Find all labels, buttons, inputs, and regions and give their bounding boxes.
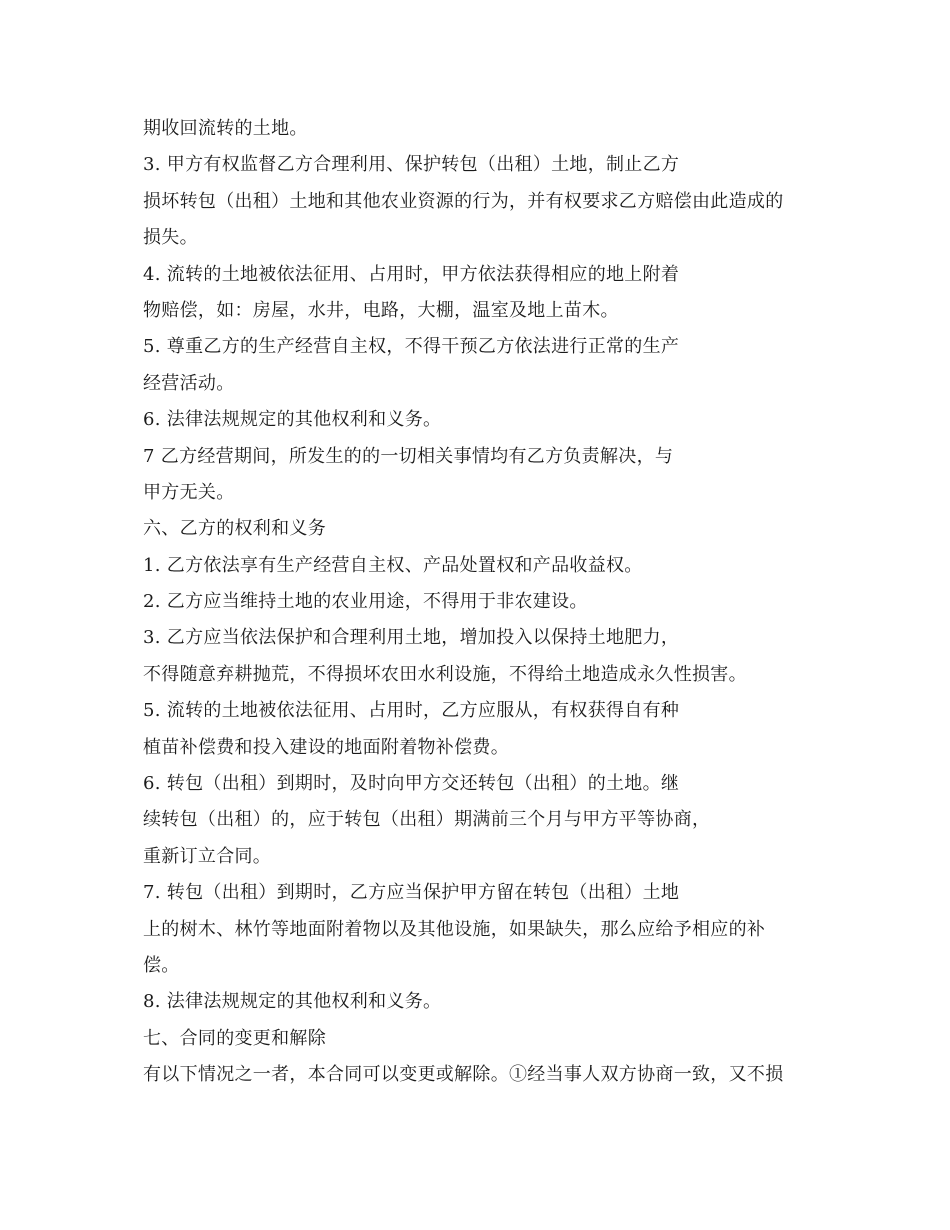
text-line: 经营活动。	[143, 372, 235, 394]
section-heading: 七、合同的变更和解除	[143, 1027, 326, 1049]
text-line: 有以下情况之一者，本合同可以变更或解除。①经当事人双方协商一致，又不损	[143, 1064, 784, 1086]
text-line: 偿。	[143, 954, 180, 976]
text-line: 5. 流转的土地被依法征用、占用时，乙方应服从，有权获得自有种	[143, 700, 680, 722]
text-line: 3. 甲方有权监督乙方合理利用、保护转包（出租）土地，制止乙方	[143, 154, 680, 176]
text-line: 8. 法律法规规定的其他权利和义务。	[143, 991, 442, 1013]
text-line: 4. 流转的土地被依法征用、占用时，甲方依法获得相应的地上附着	[143, 263, 680, 285]
text-line: 续转包（出租）的，应于转包（出租）期满前三个月与甲方平等协商，	[143, 809, 711, 831]
section-heading: 六、乙方的权利和义务	[143, 518, 326, 540]
text-line: 损坏转包（出租）土地和其他农业资源的行为，并有权要求乙方赔偿由此造成的	[143, 190, 784, 212]
text-line: 植苗补偿费和投入建设的地面附着物补偿费。	[143, 736, 509, 758]
text-line: 不得随意弃耕抛荒，不得损坏农田水利设施，不得给土地造成永久性损害。	[143, 663, 747, 685]
text-line: 物赔偿，如：房屋，水井，电路，大棚，温室及地上苗木。	[143, 299, 619, 321]
text-line: 期收回流转的土地。	[143, 118, 308, 139]
text-line: 上的树木、林竹等地面附着物以及其他设施，如果缺失，那么应给予相应的补	[143, 918, 766, 940]
text-line: 7 乙方经营期间，所发生的的一切相关事情均有乙方负责解决，与	[143, 445, 674, 467]
text-line: 7. 转包（出租）到期时，乙方应当保护甲方留在转包（出租）土地	[143, 882, 680, 904]
text-line: 2. 乙方应当维持土地的农业用途，不得用于非农建设。	[143, 591, 588, 613]
text-line: 重新订立合同。	[143, 845, 272, 867]
text-line: 1. 乙方依法享有生产经营自主权、产品处置权和产品收益权。	[143, 554, 643, 576]
text-line: 甲方无关。	[143, 481, 235, 503]
text-line: 6. 法律法规规定的其他权利和义务。	[143, 409, 442, 431]
document-body	[143, 111, 823, 1094]
text-line: 损失。	[143, 227, 198, 249]
text-line: 3. 乙方应当依法保护和合理利用土地，增加投入以保持土地肥力，	[143, 627, 680, 649]
text-line: 6. 转包（出租）到期时，及时向甲方交还转包（出租）的土地。继	[143, 773, 680, 795]
text-line: 5. 尊重乙方的生产经营自主权，不得干预乙方依法进行正常的生产	[143, 336, 680, 358]
